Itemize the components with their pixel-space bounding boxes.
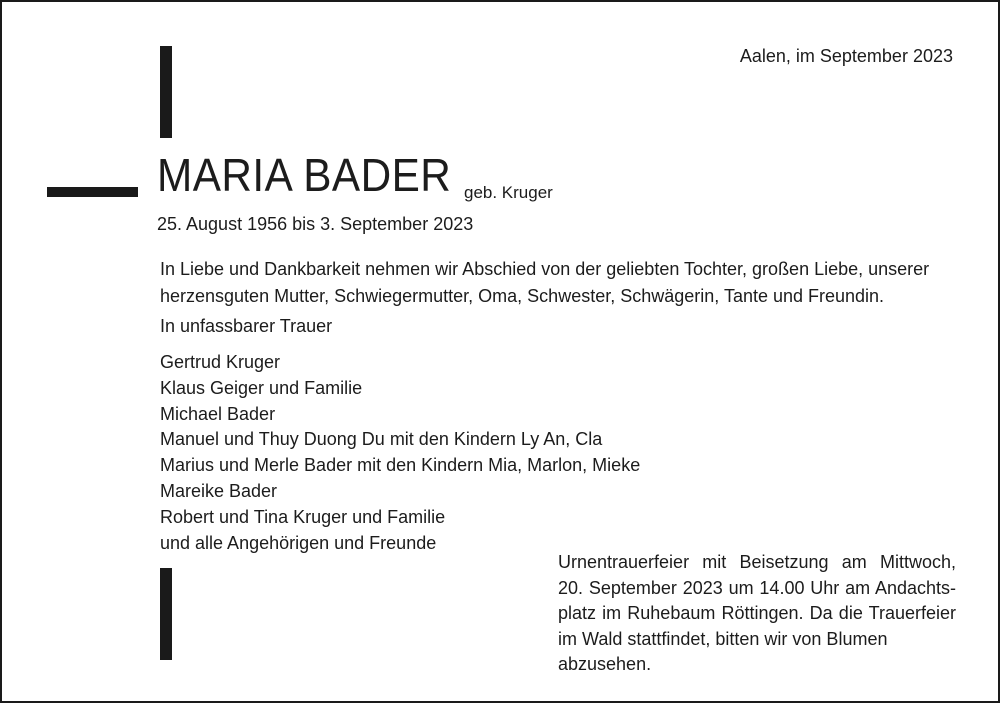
cross-vertical-top-bar xyxy=(160,46,172,138)
mourner-item: Gertrud Kruger xyxy=(160,352,281,372)
deceased-name: MARIA BADER xyxy=(157,149,452,201)
service-line: Urnentrauerfeier mit Beisetzung am Mittwoch, xyxy=(558,552,956,572)
life-dates: 25. August 1956 bis 3. September 2023 xyxy=(157,214,474,234)
grief-line: In unfassbarer Trauer xyxy=(160,316,333,336)
intro-line: In Liebe und Dankbarkeit nehmen wir Abschied von der geliebten Tochter, großen Liebe, unserer xyxy=(160,259,930,279)
mourner-item: Robert und Tina Kruger und Familie xyxy=(160,506,446,527)
mourner-item: und alle Angehörigen und Freunde xyxy=(160,532,437,553)
place-date: Aalen, im September 2023 xyxy=(739,46,953,66)
birth-name: geb. Kruger xyxy=(464,183,553,202)
intro-text xyxy=(160,256,929,310)
service-info xyxy=(558,550,956,678)
mourner-item: Manuel und Thuy Duong Du mit den Kindern Ly An, Cla xyxy=(160,429,603,450)
cross-horizontal-bar xyxy=(47,187,138,197)
service-line: im Wald stattfindet, bitten wir von Blumen xyxy=(558,628,888,649)
cross-vertical-bottom-bar xyxy=(160,568,172,660)
service-line: 20. September 2023 um 14.00 Uhr am Andachts- xyxy=(558,577,956,598)
mourner-item: Mareike Bader xyxy=(160,480,278,501)
service-line: abzusehen. xyxy=(558,654,652,675)
mourner-item: Klaus Geiger und Familie xyxy=(160,377,363,398)
service-line: platz im Ruhebaum Röttingen. Da die Trauerfeier xyxy=(558,603,956,624)
intro-line: herzensguten Mutter, Schwiegermutter, Oma, Schwester, Schwägerin, Tante und Freundin. xyxy=(160,286,885,306)
mourner-item: Marius und Merle Bader mit den Kindern Mia, Marlon, Mieke xyxy=(160,455,641,476)
mourner-item: Michael Bader xyxy=(160,403,276,424)
mourners-list xyxy=(160,350,640,556)
